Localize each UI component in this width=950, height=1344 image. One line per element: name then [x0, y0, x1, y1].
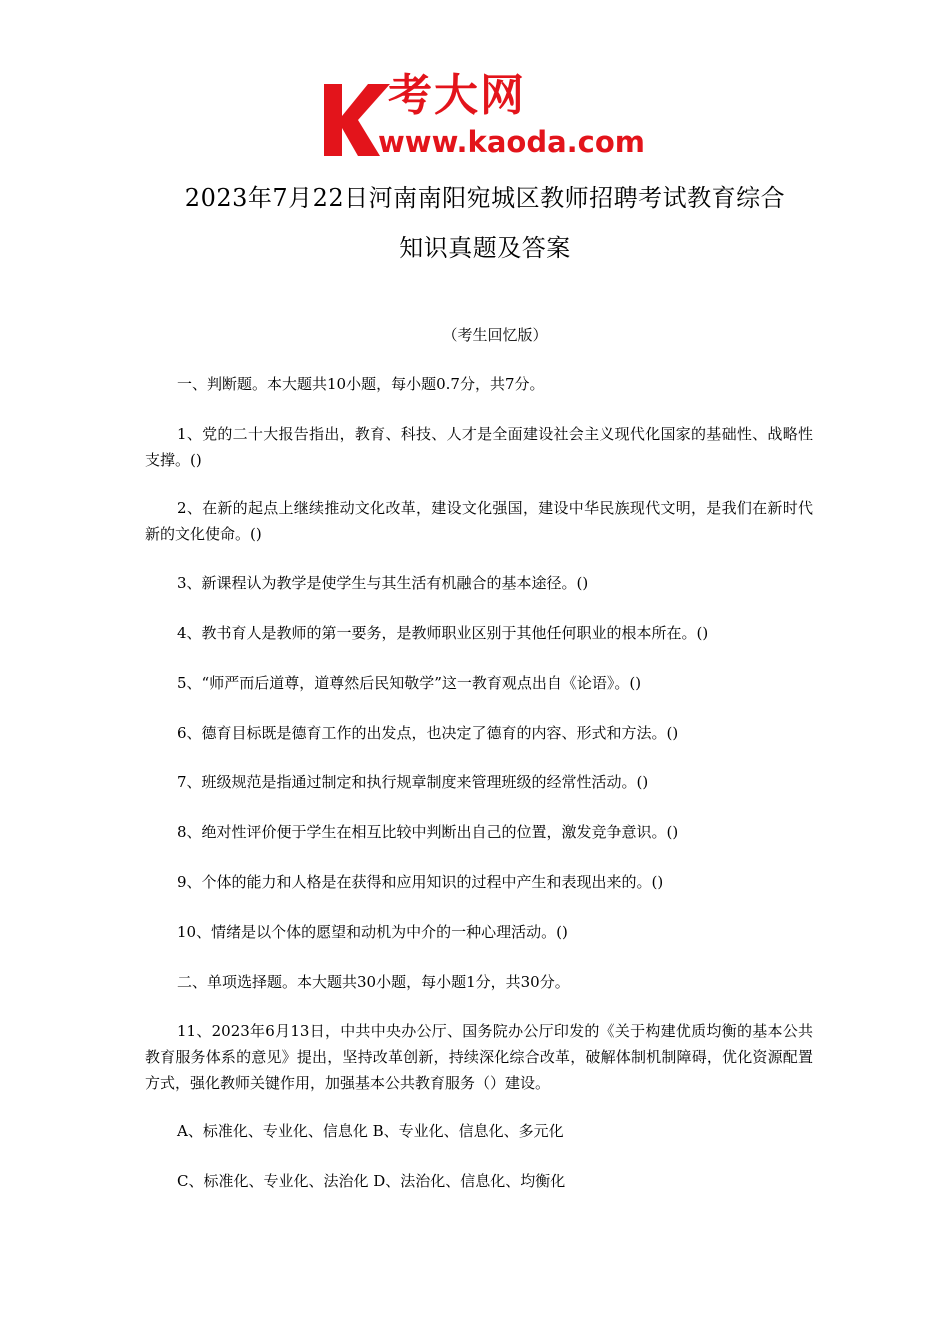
question-11-options-cd: C、标准化、专业化、法治化 D、法治化、信息化、均衡化: [177, 1172, 566, 1190]
kaoda-logo: [318, 70, 648, 160]
question-item: 10、情绪是以个体的愿望和动机为中介的一种心理活动。(): [177, 923, 568, 941]
question-item: 4、教书育人是教师的第一要务，是教师职业区别于其他任何职业的根本所在。(): [177, 624, 709, 642]
document-title-line-2: 知识真题及答案: [399, 234, 571, 262]
question-item: 5、“师严而后道尊，道尊然后民知敬学”这一教育观点出自《论语》。(): [177, 674, 642, 692]
question-item: 1、党的二十大报告指出，教育、科技、人才是全面建设社会主义现代化国家的基础性、战略性支撑。(): [145, 425, 813, 469]
question-11-stem: 11、2023年6月13日，中共中央办公厅、国务院办公厅印发的《关于构建优质均衡的基本公共教育服务体系的意见》提出，坚持改革创新，持续深化综合改革，破解体制机制障碍，优化资源配置方式，强化教师关键作用，加强基本公共教育服务（）建设。: [145, 1022, 813, 1092]
question-11-options-ab: A、标准化、专业化、信息化 B、专业化、信息化、多元化: [177, 1122, 564, 1140]
document-subtitle: （考生回忆版）: [442, 326, 548, 344]
question-item: 9、个体的能力和人格是在获得和应用知识的过程中产生和表现出来的。(): [177, 873, 664, 891]
logo-url-text: www.kaoda.com: [378, 125, 645, 159]
question-item: 6、德育目标既是德育工作的出发点，也决定了德育的内容、形式和方法。(): [177, 724, 679, 742]
section-heading-single-choice: 二、单项选择题。本大题共30小题，每小题1分，共30分。: [177, 973, 570, 991]
logo-brand-text: 考大网: [388, 70, 526, 121]
question-item: 8、绝对性评价便于学生在相互比较中判断出自己的位置，激发竞争意识。(): [177, 823, 679, 841]
question-item: 3、新课程认为教学是使学生与其生活有机融合的基本途径。(): [177, 574, 589, 592]
document-title-line-1: 2023年7月22日河南南阳宛城区教师招聘考试教育综合: [184, 184, 786, 212]
section-heading-judgment: 一、判断题。本大题共10小题，每小题0.7分，共7分。: [177, 375, 545, 393]
question-item: 2、在新的起点上继续推动文化改革，建设文化强国，建设中华民族现代文明，是我们在新时代新的文化使命。(): [145, 499, 813, 543]
question-item: 7、班级规范是指通过制定和执行规章制度来管理班级的经常性活动。(): [177, 773, 649, 791]
